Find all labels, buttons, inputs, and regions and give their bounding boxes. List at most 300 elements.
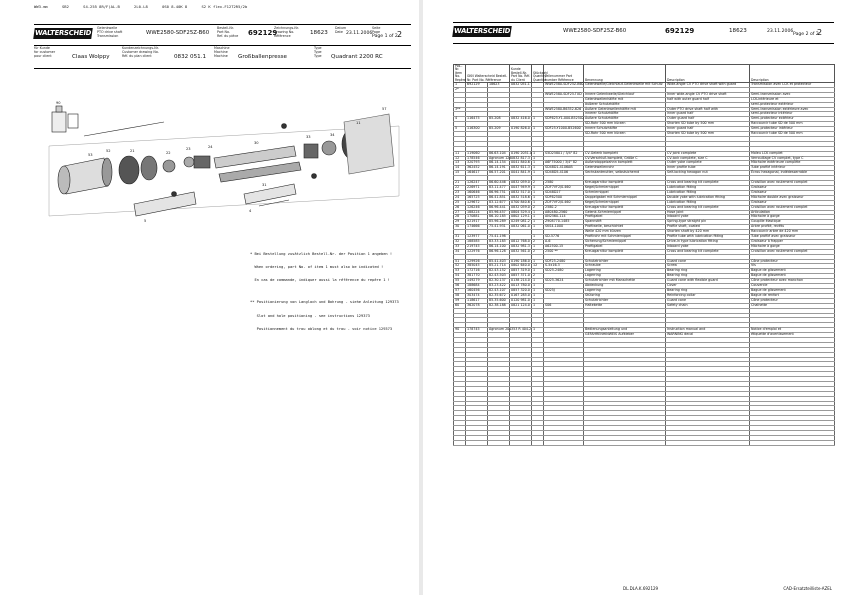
note-line: * Bei Bestellung zusätzlich Bestell-Nr. der Position 1 angeben ! (250, 251, 393, 256)
table-cell: 320793 (466, 161, 488, 166)
date-label: Datum Date (335, 26, 347, 34)
table-cell: CV-Verschluß komplett, Größe C (584, 156, 666, 161)
table-cell: Articulation (750, 210, 835, 215)
table-cell: 52 (454, 264, 466, 269)
table-cell: 2 (532, 205, 544, 210)
table-cell: 1 (532, 235, 544, 240)
table-cell (750, 440, 835, 445)
table-cell: Croisillon avec roulement complet (750, 205, 835, 210)
table-cell: Graisseur (750, 200, 835, 205)
table-cell: A80480-2560 (544, 210, 584, 215)
table-cell: 188684 (466, 284, 488, 289)
table-cell: Doppelgabel mit Schmiernippel (584, 195, 666, 200)
table-cell: 2580 (544, 181, 584, 186)
drawing-label: Zeichnungs-Nr. Drawing No. Référence (274, 26, 299, 38)
table-cell: 0700 840.6 (511, 199, 530, 204)
table-cell: 55 (454, 279, 466, 284)
table-cell: Shorten shaft by 420 mm (666, 230, 750, 235)
table-cell: 86.96.128 (488, 249, 510, 254)
table-cell: Mâchoire à gorge (750, 215, 835, 220)
table-cell: Bague de glissement (750, 269, 835, 274)
table-cell: inner guard half (666, 112, 750, 117)
strip-code: WW3.mm (34, 4, 48, 9)
table-cell: 58 (454, 293, 466, 298)
table-cell: Gelenk-Schmiernippel (584, 210, 666, 215)
table-cell: Instruction manual and (666, 328, 750, 333)
col-header: GKN Walterscheid Bestell-Nr. Part No. Référence (466, 65, 510, 83)
table-cell: 53 (454, 269, 466, 274)
table-cell: Lagerring (584, 289, 666, 294)
table-cell: Lubrication fitting (666, 200, 750, 205)
svg-text:4: 4 (249, 209, 252, 213)
table-cell: Schmiernippel (584, 190, 666, 195)
page-of: 2 (397, 30, 403, 39)
table-cell: 129672 (466, 200, 488, 205)
walterscheid-logo: WALTERSCHEID (453, 27, 511, 35)
table-cell: 0857 319.0 (511, 268, 530, 273)
table-cell: Bague de glissement (750, 289, 835, 294)
strip-code: SB2 (62, 4, 69, 9)
table-cell: Semi-transmission extérieure avec (750, 107, 835, 112)
table-cell: 0812 768.0 (511, 238, 530, 243)
table-cell: 0832 051.1 (511, 82, 530, 87)
table-cell: Profile tube with lubrication fitting (666, 235, 750, 240)
note-line: When ordering, part No. of item 1 must also be indicated ! (250, 265, 384, 270)
table-cell: 21 (454, 181, 466, 186)
table-cell: 83.11.477 (488, 186, 510, 191)
table-cell: 1 (454, 83, 466, 88)
table-cell: Semi-protecteur intérieur (750, 127, 835, 132)
table-cell: A-6 (544, 239, 584, 244)
table-cell: 0857 371.0 (511, 273, 530, 278)
table-cell: Shorten SD tube by 500 mm (666, 132, 750, 137)
col-header: Pos.-Nr. Item No. Repère (455, 64, 466, 82)
parts-list-page-2 (423, 0, 842, 595)
table-cell: 174666 (466, 225, 488, 230)
product-code: WWE2580-SDF25Z-B60 (146, 30, 210, 36)
table-cell: semi-protecteur intérieur (750, 112, 835, 117)
svg-text:34: 34 (330, 133, 335, 137)
table-cell: Self-locking hexagon nut (666, 171, 750, 176)
table-cell: Inner wide-angle CV PTO drive shaft (666, 92, 750, 97)
col-header: Benennung (584, 65, 666, 83)
table-cell: 33 (454, 244, 466, 249)
note-line: Positionnement du trou oblong et du trou - voir notice 129373 (250, 326, 393, 331)
footer-title: CAD-Ersatzteilliste-AZEL (783, 586, 832, 591)
order-number: 692129 (665, 27, 695, 35)
page-number: Page 2 of 2 (793, 32, 819, 37)
table-cell: Kegel/Schmiernippel (584, 200, 666, 205)
table-cell: 362452 (466, 166, 488, 171)
note-line: ** Positionierung von Langloch und Bohrung - siehe Anleitung 129373 (250, 300, 399, 305)
table-cell: 0832 059.0 (511, 204, 530, 209)
customer-block (34, 46, 411, 69)
table-cell: 122976 (466, 249, 488, 254)
table-cell: 0167 285.0 (511, 292, 530, 297)
strip-code: S2 K flex-F12T2R5/2b (201, 4, 248, 9)
table-cell: SD48D27 (544, 190, 584, 195)
table-cell: 31 (454, 235, 466, 240)
table-cell: 0190 2051.0 (511, 150, 532, 155)
table-cell: 160646 (466, 190, 488, 195)
svg-text:30: 30 (254, 141, 259, 145)
table-cell: 57 (454, 289, 466, 294)
table-cell: Chaînette (750, 303, 835, 308)
note-line: Slot and hole positioning - see instructions 129373 (250, 313, 370, 318)
table-cell: SD48D1-4106AB (544, 166, 584, 171)
table-cell: 1 (532, 161, 544, 166)
table-cell: 1 (532, 215, 544, 220)
table-cell: 30 (454, 225, 466, 230)
table-cell: Cross and bearing kit complete (666, 249, 750, 254)
table-cell: Inboard yoke (666, 215, 750, 220)
table-cell: 86.63.104 (488, 151, 510, 156)
table-cell: 85.21.714 (488, 264, 510, 269)
table-cell: 14 (454, 166, 466, 171)
table-cell: 85.96.289 (488, 220, 510, 225)
table-cell: A62500-15 (544, 244, 584, 249)
table-cell: Bearing ring (666, 289, 750, 294)
table-cell: 164617 (466, 171, 488, 176)
svg-text:5: 5 (144, 219, 147, 223)
table-cell: 86.96.441 (488, 205, 510, 210)
table-cell: 1 (532, 259, 544, 264)
table-cell: 119060 (466, 151, 488, 156)
table-cell: 34 (454, 249, 466, 254)
table-cell: 56 (454, 284, 466, 289)
strip-code: S4-255 8R/F(AL-B (83, 4, 120, 9)
table-cell: 0832 981.3 (511, 243, 530, 248)
table-cell: Outer yoke complete (666, 161, 750, 166)
table-cell: Bearing ring (666, 269, 750, 274)
table-cell: 1 (532, 171, 544, 176)
table-cell: 28 (454, 215, 466, 220)
table-cell: Bearing ring (666, 274, 750, 279)
table-cell: GEFAHRENHINWEIS Aufkleber (584, 333, 666, 338)
table-cell: CV joint complete (666, 151, 750, 156)
table-cell: Double yoke with lubrication fitting (666, 195, 750, 200)
table-cell: SDF25-2480 (544, 259, 584, 264)
table-cell: Écrou hexagonal, indédesserrable (750, 171, 835, 176)
table-cell: Outer PTO drive shaft half with (666, 107, 750, 112)
table-cell: Bedienungsanleitung und (584, 328, 666, 333)
table-cell: 0041 841.9 (511, 170, 530, 175)
table-cell: 82.35.672 (488, 293, 510, 298)
table-cell: Innere Schutzhälfte (584, 127, 666, 132)
table-cell: Reinforcing collar (666, 293, 750, 298)
table-cell: 75.41.198 (488, 235, 510, 240)
table-cell: 385045 (466, 264, 488, 269)
table-cell: 0832 518.6 (511, 194, 530, 199)
table-cell: 0249 081.2 (511, 219, 530, 224)
table-cell: 0190 826.0 (511, 126, 530, 131)
table-cell: Safety chain (666, 303, 750, 308)
table-cell: Inner profile tube (666, 166, 750, 171)
table-cell: 0190 186.0 (511, 258, 530, 263)
table-cell: 86.10.185 (488, 215, 510, 220)
table-cell: 116475 (466, 117, 488, 122)
table-cell: 0138 214.0 (511, 278, 530, 283)
parts-table (453, 64, 834, 446)
table-cell: 0013 780.0 (511, 283, 530, 288)
title-block (34, 24, 411, 46)
table-cell: Kegel/Schmiernippel (584, 186, 666, 191)
table-cell: Z908770-1485 (544, 220, 584, 225)
table-cell: 1 (532, 225, 544, 230)
table-cell: 1 (532, 210, 544, 215)
drawing-sheet-page-1 (0, 0, 419, 595)
table-cell: Schutztrichter (584, 298, 666, 303)
table-cell: Kreuzgarnitur komplett (584, 205, 666, 210)
svg-text:23: 23 (186, 147, 191, 151)
customer-drawing-number: 0832 051.1 (174, 54, 207, 60)
table-cell: Tube profilé avec graisseur (750, 235, 835, 240)
table-cell (488, 440, 510, 445)
table-cell: 2580-2 (544, 205, 584, 210)
table-cell: Äußere Schutzhälfte (584, 117, 666, 122)
table-cell: 0804 529.4 (511, 209, 530, 214)
table-cell: Kreuzgarnitur komplett (584, 249, 666, 254)
table-cell: 0832 817.3 (511, 155, 530, 160)
table-cell: Gelenkwelle/Gleichlauf-Gelenkwelle mit Schutz (584, 83, 666, 88)
table-cell: 1 (532, 269, 544, 274)
table-cell: Cône protecteur avec manchon (750, 279, 835, 284)
table-cell: LCK-intérieure et (750, 97, 835, 102)
table-cell: Outer guard half (666, 117, 750, 122)
table-cell: S5D25801 / 3/4" 82 (544, 151, 584, 156)
table-cell: 82.43.107 (488, 289, 510, 294)
table-cell: 12 (532, 264, 544, 269)
table-cell: Agronum 201 (489, 327, 512, 332)
table-cell: 22 (454, 186, 466, 191)
table-cell: 303474 (466, 293, 488, 298)
table-cell (584, 440, 666, 445)
table-cell: 86.41.851 (488, 195, 510, 200)
ordering-notes (250, 243, 399, 340)
table-cell: Croisillon avec roulement complet (750, 249, 835, 254)
table-cell: 86.57.201 (488, 171, 510, 176)
exploded-view-drawing (44, 86, 404, 236)
table-cell: 1 (532, 328, 544, 333)
table-cell: 1 (532, 284, 544, 289)
table-cell: 2 (532, 239, 544, 244)
svg-text:11: 11 (356, 121, 361, 125)
table-cell: Hose joint (666, 210, 750, 215)
table-cell: 226971 (466, 186, 488, 191)
svg-text:21: 21 (130, 149, 135, 153)
table-cell: 27 (454, 210, 466, 215)
customer-drawing-label: Kundenzeichnungs-Nr. Customer drawing No. Réf. du plan client (122, 46, 159, 58)
table-cell: 5 (454, 127, 466, 132)
table-cell: Sechskantmutter, selbstsichernd (584, 171, 666, 176)
table-cell: 29 (454, 220, 466, 225)
order-number: 692129 (248, 29, 278, 37)
table-cell: 0041 840.6 (511, 160, 530, 165)
svg-text:31: 31 (262, 183, 267, 187)
table-cell: 23 (454, 190, 466, 195)
table-cell: CV-Gelenk komplett (584, 151, 666, 156)
table-cell: 25 (454, 200, 466, 205)
table-cell: 85.35.600 (488, 298, 510, 303)
table-cell: 219745 (466, 244, 488, 249)
table-cell: Guard cone with flexible guard (666, 279, 750, 284)
table-cell: Profilrohr mit Schmiernippel (584, 235, 666, 240)
strip-code: 2L0-L8 (134, 4, 148, 9)
table-cell: Profilgabel (584, 215, 666, 220)
table-cell: CV-lock complete, size C (666, 156, 750, 161)
table-cell: S06 (544, 303, 584, 308)
table-cell: étiquette d'avertissement (750, 333, 835, 338)
table-cell (510, 440, 532, 445)
table-cell: Lagerring (584, 274, 666, 279)
col-header: Stückzahl Quantity Quantité (532, 65, 544, 83)
table-cell: Goupille élastique (750, 220, 835, 225)
table-cell: Arbre profilé, revêtu (750, 225, 835, 230)
table-cell: Mâchoire à gorge (750, 244, 835, 249)
svg-text:33: 33 (306, 135, 311, 139)
col-header: Description (750, 65, 835, 83)
table-cell: Verrouillage CV complet, type C (750, 156, 835, 161)
customer-name: Claas Wolppy (72, 54, 110, 60)
table-cell: Profilgabel (584, 244, 666, 249)
machine-label: Maschine Machine Machine (214, 46, 230, 58)
product-code: WWE2580-SDF25Z-B60 (563, 28, 627, 34)
table-cell: Cross and bearing kit complete (666, 181, 750, 186)
table-cell: SKS4-1000 (544, 225, 584, 230)
table-cell: SDF625-Y1-000-B52502 (545, 116, 585, 121)
table-cell: Cross and bearing kit complete (666, 205, 750, 210)
table-cell: Agronum 125 (489, 155, 512, 160)
table-cell: 85.41.403 (488, 259, 510, 264)
parts-table-body (454, 83, 835, 446)
table-cell: Abdeckung (584, 284, 666, 289)
table-row (454, 83, 835, 88)
table-cell: Gelenkwellenhälfte mit (584, 97, 666, 102)
table-cell: 15 (454, 171, 466, 176)
table-cell (666, 440, 750, 445)
table-cell: Vis (750, 264, 835, 269)
table-cell: 86.96.751 (488, 190, 510, 195)
type-label: Type Type Type (314, 46, 322, 58)
table-cell: Bague de renfort (750, 293, 835, 298)
table-cell: Graisseur à frapper (750, 239, 835, 244)
table-cell: Innere Gelenkwelle/Gleichlauf (584, 92, 666, 97)
table-cell: 83.33.185 (488, 239, 510, 244)
table-cell: 1 (532, 220, 544, 225)
table-cell: Mâchoire extérieure complète (750, 161, 835, 166)
table-cell: Spring-type straight pin (666, 220, 750, 225)
table-cell: Notice d'emploi et (750, 328, 835, 333)
svg-text:22: 22 (166, 151, 171, 155)
table-cell: 172716 (466, 269, 488, 274)
page-label: Seite Page (372, 26, 381, 34)
table-cell: 178745 (466, 328, 488, 333)
table-cell: Spannstift (584, 220, 666, 225)
table-cell: 82.43.152 (488, 269, 510, 274)
table-cell (454, 440, 466, 445)
table-cell: Gelenkwellenrohr (584, 166, 666, 171)
table-cell: 24 (454, 195, 466, 200)
table-cell: 165725 (466, 195, 488, 200)
table-cell: WARNING decal (666, 333, 750, 338)
table-cell: Semi-transmission avec (750, 92, 835, 97)
table-cell: 1 (532, 303, 544, 308)
table-cell: 83.12.677 (488, 200, 510, 205)
table-cell: 126246 (466, 205, 488, 210)
table-cell: 116300 (466, 127, 488, 132)
table-cell: SDF62500 (544, 195, 584, 200)
table-cell: Cover (666, 284, 750, 289)
svg-text:53: 53 (88, 153, 93, 157)
table-cell: Welle 420 mm kürzen (584, 230, 666, 235)
product-label: Gelenkwelle PTO drive shaft Transmission (97, 26, 123, 38)
table-cell: 3** (454, 107, 466, 112)
table-cell: Sicherung/Schmiernippel (584, 239, 666, 244)
table-cell: 85.209 (488, 127, 510, 132)
table-cell: 1 (532, 244, 544, 249)
table-cell: Schutztrichter mit Manschette (584, 279, 666, 284)
date-value: 23.11.2006 (346, 31, 373, 36)
table-cell: Guard cone (666, 298, 750, 303)
table-cell: 118617 (466, 298, 488, 303)
table-cell: 2500 ** (544, 249, 584, 254)
table-cell: 123977 (466, 235, 488, 240)
table-cell: Kreuzgarnitur komplett (584, 181, 666, 186)
table-cell: Raccourcir arbre de 420 mm (750, 230, 835, 235)
table-cell: 1 (532, 279, 544, 284)
table-cell: 82.43.503 (488, 274, 510, 279)
table-cell: 54 (454, 274, 466, 279)
table-cell: Schutztrichter (584, 259, 666, 264)
table-cell: 126247 (466, 181, 488, 186)
table-cell: 353 R 404.2 (511, 327, 532, 332)
table-cell: semi-protecteur extérieur (750, 102, 835, 107)
table-cell: 4 (454, 117, 466, 122)
table-cell: 129926 (466, 259, 488, 264)
table-cell: Schraube (584, 264, 666, 269)
table-cell: Shorten SD tube by 500 mm (666, 122, 750, 127)
table-cell: SD-5776 (544, 235, 584, 240)
table-cell: 1 (532, 195, 544, 200)
svg-text:24: 24 (208, 145, 213, 149)
table-cell: 0802 129.1 (511, 214, 530, 219)
table-cell: WWE2580-B6352-626 (544, 107, 584, 112)
table-cell: Cône protecteur (750, 298, 835, 303)
strip-code: 0S0 8-40K 8 (162, 4, 188, 9)
table-cell: 1 (532, 186, 544, 191)
table-cell: Graisseur (750, 190, 835, 195)
table-cell: 86.14.100 (488, 244, 510, 249)
customer-label: für Kunde for customer pour client (34, 46, 56, 58)
table-cell: Bague de glissement (750, 274, 835, 279)
table-cell: Graisseur (750, 186, 835, 191)
table-cell: 51 (454, 259, 466, 264)
table-cell: 362078 (466, 303, 488, 308)
table-cell: 1 (532, 156, 544, 161)
footer-code: DL.DLA.K.692129 (623, 586, 659, 591)
table-cell: 11 (454, 151, 466, 156)
drawing-number: 18623 (310, 30, 328, 36)
svg-text:52: 52 (106, 149, 111, 153)
table-cell: 86.60.446 (488, 181, 510, 186)
table-cell: 1 (532, 298, 544, 303)
table-cell: SD-Rohr 500 mm kürzen (584, 132, 666, 137)
table-cell: Haltekette (584, 303, 666, 308)
table-cell: Mâchoire double avec graisseur (750, 195, 835, 200)
table-cell: Wide-angle CV PTO drive shaft with guard (666, 83, 750, 88)
table-cell: WWE2580-SDF25-TXD (545, 91, 582, 96)
svg-text:57: 57 (382, 107, 387, 111)
